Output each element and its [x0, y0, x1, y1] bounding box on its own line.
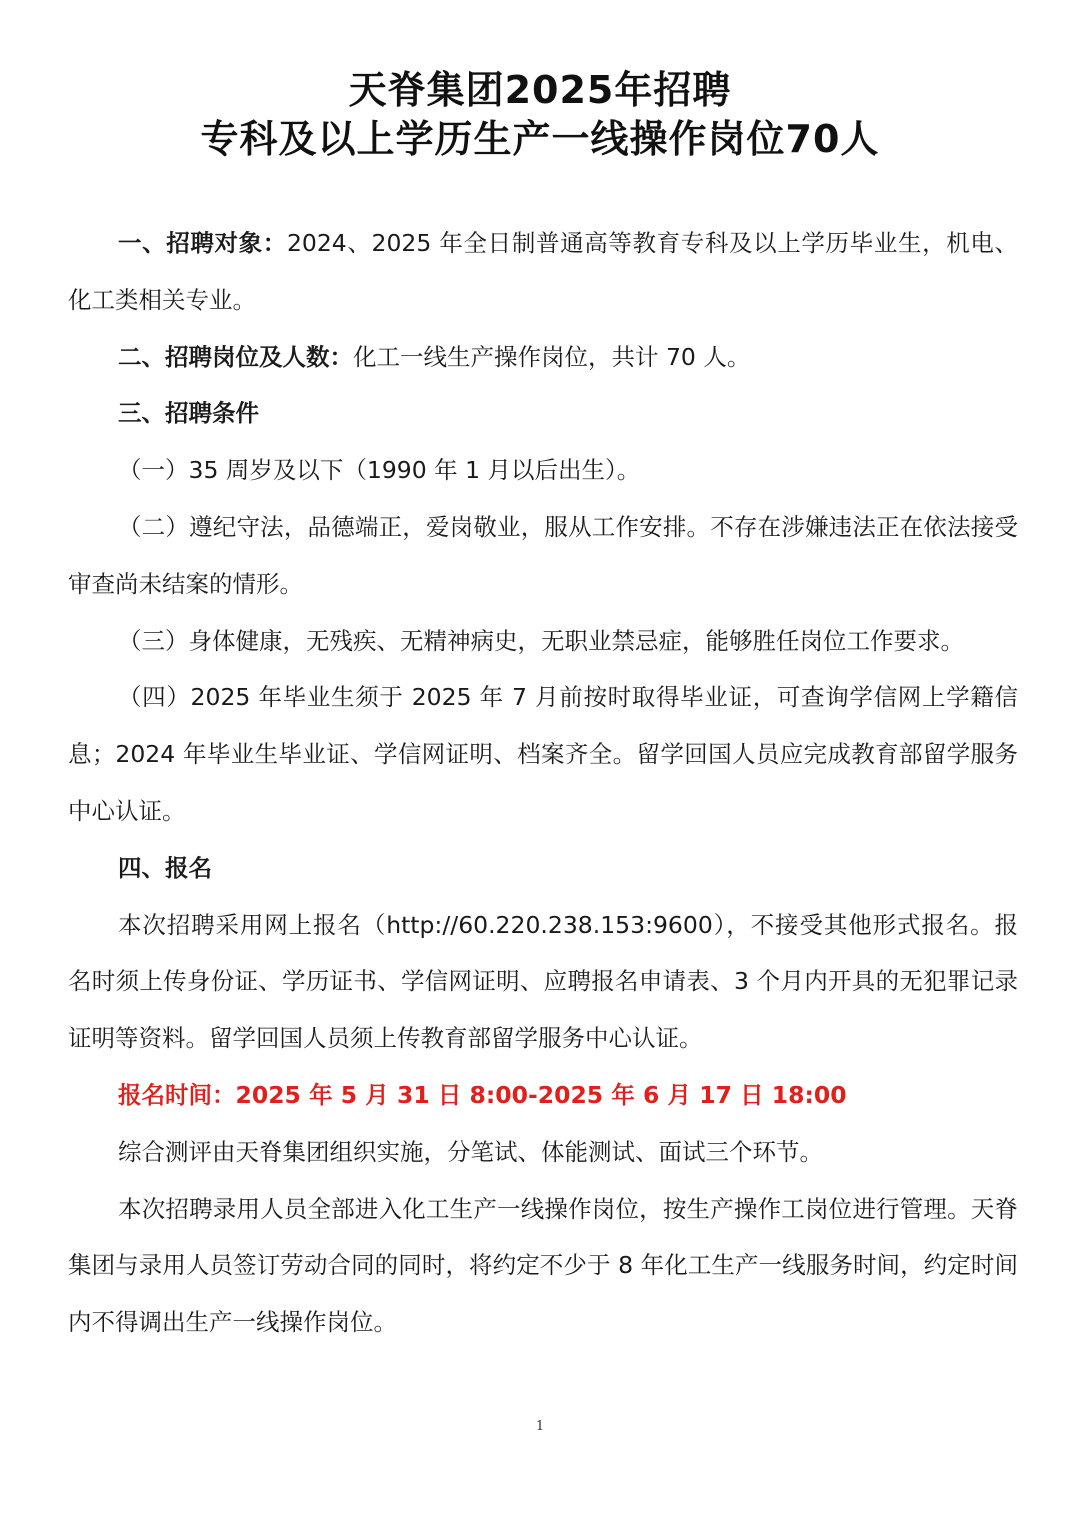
section-3-item-2: （二）遵纪守法，品德端正，爱岗敬业，服从工作安排。不存在涉嫌违法正在依法接受审查尚未结案的情形。: [68, 512, 1018, 598]
section-4-paragraph-3: 本次招聘录用人员全部进入化工生产一线操作岗位，按生产操作工岗位进行管理。天脊集团与录用人员签订劳动合同的同时，将约定不少于 8 年化工生产一线服务时间，约定时间内不得调出生产一线操作岗位。: [68, 1194, 1018, 1337]
section-1-heading: 一、招聘对象：: [118, 229, 287, 257]
registration-deadline: 报名时间：2025 年 5 月 31 日 8:00-2025 年 6 月 17 日 18:00: [118, 1080, 847, 1109]
document-title-line-2: 专科及以上学历生产一线操作岗位70人: [200, 117, 880, 161]
section-3-heading: 三、招聘条件: [118, 399, 259, 428]
section-2-heading: 二、招聘岗位及人数：: [118, 342, 353, 371]
page-number: 1: [535, 1419, 545, 1434]
document-title-line-1: 天脊集团2025年招聘: [348, 68, 732, 112]
section-2-paragraph: [68, 329, 1018, 386]
section-4-heading: 四、报名: [118, 853, 212, 882]
section-3-item-3: （三）身体健康，无残疾、无精神病史，无职业禁忌症，能够胜任岗位工作要求。: [118, 626, 964, 655]
section-1-text: 2024、2025 年全日制普通高等教育专科及以上学历毕业生，机电、化工类相关专业。: [68, 229, 1018, 314]
section-4-paragraph-2: 综合测评由天脊集团组织实施，分笔试、体能测试、面试三个环节。: [118, 1137, 823, 1166]
section-3-item-4: （四）2025 年毕业生须于 2025 年 7 月前按时取得毕业证，可查询学信网上学籍信息；2024 年毕业生毕业证、学信网证明、档案齐全。留学回国人员应完成教育部留学服务中心认证。: [68, 683, 1018, 825]
section-1-paragraph: [68, 215, 1018, 329]
section-4-paragraph-1: 本次招聘采用网上报名（http://60.220.238.153:9600），不接受其他形式报名。报名时须上传身份证、学历证书、学信网证明、应聘报名申请表、3 个月内开具的无犯罪记录证明等资料。留学回国人员须上传教育部留学服务中心认证。: [68, 910, 1018, 1053]
document-body: [68, 215, 1018, 1351]
section-2-text: 化工一线生产操作岗位，共计 70 人。: [353, 342, 751, 371]
section-3-item-1: （一）35 周岁及以下（1990 年 1 月以后出生）。: [118, 456, 641, 485]
